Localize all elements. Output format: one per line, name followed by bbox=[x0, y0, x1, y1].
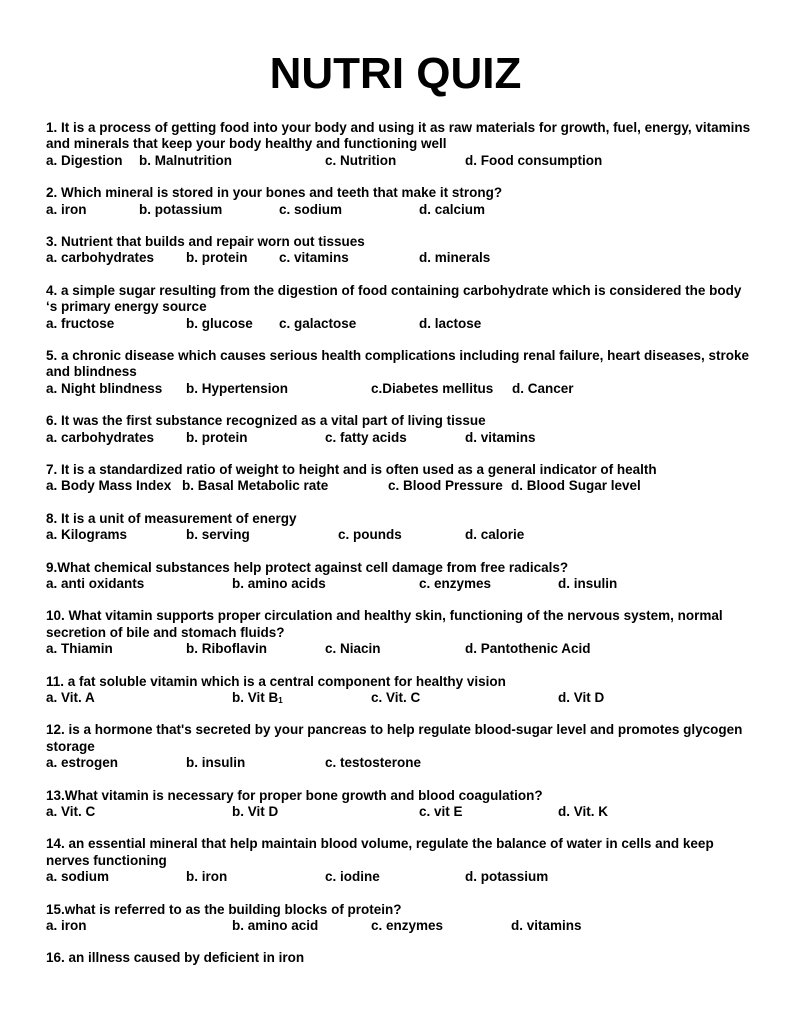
answer-option: c. Niacin bbox=[325, 641, 381, 657]
answer-choices bbox=[46, 527, 756, 543]
answer-option: b. Hypertension bbox=[186, 380, 289, 396]
answer-choices bbox=[46, 316, 756, 332]
question-item bbox=[46, 185, 756, 218]
answer-choices bbox=[46, 918, 756, 934]
answer-option: a. Kilograms bbox=[46, 527, 128, 543]
question-item bbox=[46, 120, 756, 169]
answer-option: b. Vit D bbox=[232, 804, 279, 819]
answer-option: c. fatty acids bbox=[325, 429, 407, 445]
page-title: NUTRI QUIZ bbox=[269, 49, 522, 98]
question-text: 3. Nutrient that builds and repair worn out tissues bbox=[46, 234, 365, 249]
answer-choices bbox=[46, 690, 756, 706]
answer-option: d. potassium bbox=[465, 869, 549, 885]
question-text: 2. Which mineral is stored in your bones and teeth that make it strong? bbox=[46, 185, 503, 201]
question-text: 10. What vitamin supports proper circulation and healthy skin, functioning of the nervous system, normal secretion of bile and stomach fluids? bbox=[46, 608, 723, 640]
answer-option: c. pounds bbox=[338, 527, 402, 543]
answer-option: a. Night blindness bbox=[46, 380, 163, 396]
answer-option: d. Food consumption bbox=[465, 152, 603, 168]
answer-option: a. Thiamin bbox=[46, 641, 113, 657]
answer-option: c. Vit. C bbox=[371, 690, 421, 705]
answer-choices bbox=[46, 804, 756, 820]
question-text: 9.What chemical substances help protect against cell damage from free radicals? bbox=[46, 559, 569, 575]
answer-option: b. glucose bbox=[186, 315, 253, 331]
answer-option: b. Malnutrition bbox=[139, 152, 232, 168]
answer-choices bbox=[46, 478, 756, 494]
answer-option: b. serving bbox=[186, 527, 250, 543]
question-item bbox=[46, 511, 756, 544]
answer-option: c. enzymes bbox=[419, 576, 492, 591]
answer-option: d. minerals bbox=[419, 250, 491, 266]
question-item bbox=[46, 348, 756, 397]
question-item bbox=[46, 560, 756, 593]
answer-option: c. vitamins bbox=[279, 250, 349, 266]
answer-choices bbox=[46, 250, 756, 266]
answer-option: b. amino acids bbox=[232, 576, 326, 591]
answer-option: c. testosterone bbox=[325, 755, 422, 771]
question-item bbox=[46, 722, 756, 771]
question-item bbox=[46, 950, 756, 966]
answer-option: d. Blood Sugar level bbox=[511, 478, 641, 494]
answer-choices bbox=[46, 755, 756, 771]
subscript: 1 bbox=[278, 696, 283, 705]
question-text: 13.What vitamin is necessary for proper bone growth and blood coagulation? bbox=[46, 787, 543, 803]
answer-option: b. iron bbox=[186, 869, 228, 885]
answer-option: c. iodine bbox=[325, 869, 380, 885]
answer-choices bbox=[46, 869, 756, 885]
answer-option: d. lactose bbox=[419, 315, 482, 331]
answer-option: d. Vit. K bbox=[558, 804, 609, 819]
question-item bbox=[46, 283, 756, 332]
answer-option: b. insulin bbox=[186, 755, 246, 771]
answer-choices bbox=[46, 641, 756, 657]
answer-option: a. sodium bbox=[46, 869, 110, 885]
answer-option: a. Vit. A bbox=[46, 690, 95, 705]
answer-option: a. carbohydrates bbox=[46, 429, 155, 445]
answer-option: a. iron bbox=[46, 918, 87, 933]
answer-option: b. Vit $B_1$ bbox=[232, 690, 283, 705]
question-text: 12. is a hormone that's secreted by your pancreas to help regulate blood-sugar level and promotes glycogen storage bbox=[46, 722, 743, 754]
answer-option: a. Vit. C bbox=[46, 804, 96, 819]
question-text: 14. an essential mineral that help maintain blood volume, regulate the balance of water in cells and keep nerves functioning bbox=[46, 836, 714, 868]
answer-option: d. vitamins bbox=[465, 429, 536, 445]
question-item bbox=[46, 902, 756, 935]
question-text: 7. It is a standardized ratio of weight to height and is often used as a general indicator of health bbox=[46, 462, 657, 477]
answer-option: a. estrogen bbox=[46, 755, 119, 771]
answer-option: a. Body Mass Index bbox=[46, 478, 172, 494]
answer-option: d. calorie bbox=[465, 527, 525, 543]
answer-option: a. carbohydrates bbox=[46, 250, 155, 266]
answer-option: d. Cancer bbox=[512, 380, 574, 396]
answer-option: c.Diabetes mellitus bbox=[371, 380, 494, 396]
answer-option: c. enzymes bbox=[371, 918, 444, 933]
answer-option: d. insulin bbox=[558, 576, 618, 591]
answer-option: d. Pantothenic Acid bbox=[465, 641, 591, 657]
question-item bbox=[46, 608, 756, 657]
answer-option: b. potassium bbox=[139, 201, 223, 217]
answer-choices bbox=[46, 576, 756, 592]
question-text: 16. an illness caused by deficient in iron bbox=[46, 950, 305, 966]
answer-option: b. amino acid bbox=[232, 918, 319, 933]
answer-option: c. vit E bbox=[419, 804, 463, 819]
answer-choices bbox=[46, 430, 756, 446]
answer-choices bbox=[46, 202, 756, 218]
question-text: 5. a chronic disease which causes serious health complications including renal failure, heart diseases, stroke and blindness bbox=[46, 348, 750, 380]
question-item bbox=[46, 788, 756, 821]
answer-option: d. vitamins bbox=[511, 918, 582, 933]
answer-choices bbox=[46, 381, 756, 397]
question-item bbox=[46, 462, 756, 495]
question-text: 11. a fat soluble vitamin which is a central component for healthy vision bbox=[46, 673, 506, 689]
question-item bbox=[46, 674, 756, 707]
answer-option: a. anti oxidants bbox=[46, 576, 145, 591]
answer-option: c. galactose bbox=[279, 315, 357, 331]
question-text: 1. It is a process of getting food into your body and using it as raw materials for growth, fuel, energy, vitamins and minerals that keep your body healthy and functioning well bbox=[46, 120, 751, 152]
answer-option: b. Riboflavin bbox=[186, 641, 267, 657]
question-text: 8. It is a unit of measurement of energy bbox=[46, 510, 297, 526]
answer-option: b. protein bbox=[186, 250, 248, 266]
question-text: 6. It was the first substance recognized as a vital part of living tissue bbox=[46, 413, 486, 429]
answer-option: b. Basal Metabolic rate bbox=[182, 478, 329, 494]
answer-option: a. Digestion bbox=[46, 152, 123, 168]
answer-option: d. calcium bbox=[419, 201, 486, 217]
question-item bbox=[46, 234, 756, 267]
answer-option: c. sodium bbox=[279, 201, 343, 217]
answer-option: c. Nutrition bbox=[325, 152, 397, 168]
question-list bbox=[46, 120, 756, 983]
question-item bbox=[46, 413, 756, 446]
answer-option: d. Vit D bbox=[558, 690, 605, 705]
answer-option: b. protein bbox=[186, 429, 248, 445]
answer-option: c. Blood Pressure bbox=[388, 478, 503, 494]
answer-choices bbox=[46, 153, 756, 169]
question-item bbox=[46, 836, 756, 885]
question-text: 4. a simple sugar resulting from the digestion of food containing carbohydrate which is considered the body ‘s primary energy source bbox=[46, 282, 742, 315]
question-text: 15.what is referred to as the building blocks of protein? bbox=[46, 901, 402, 917]
answer-option: a. fructose bbox=[46, 315, 115, 331]
answer-option: a. iron bbox=[46, 201, 87, 217]
